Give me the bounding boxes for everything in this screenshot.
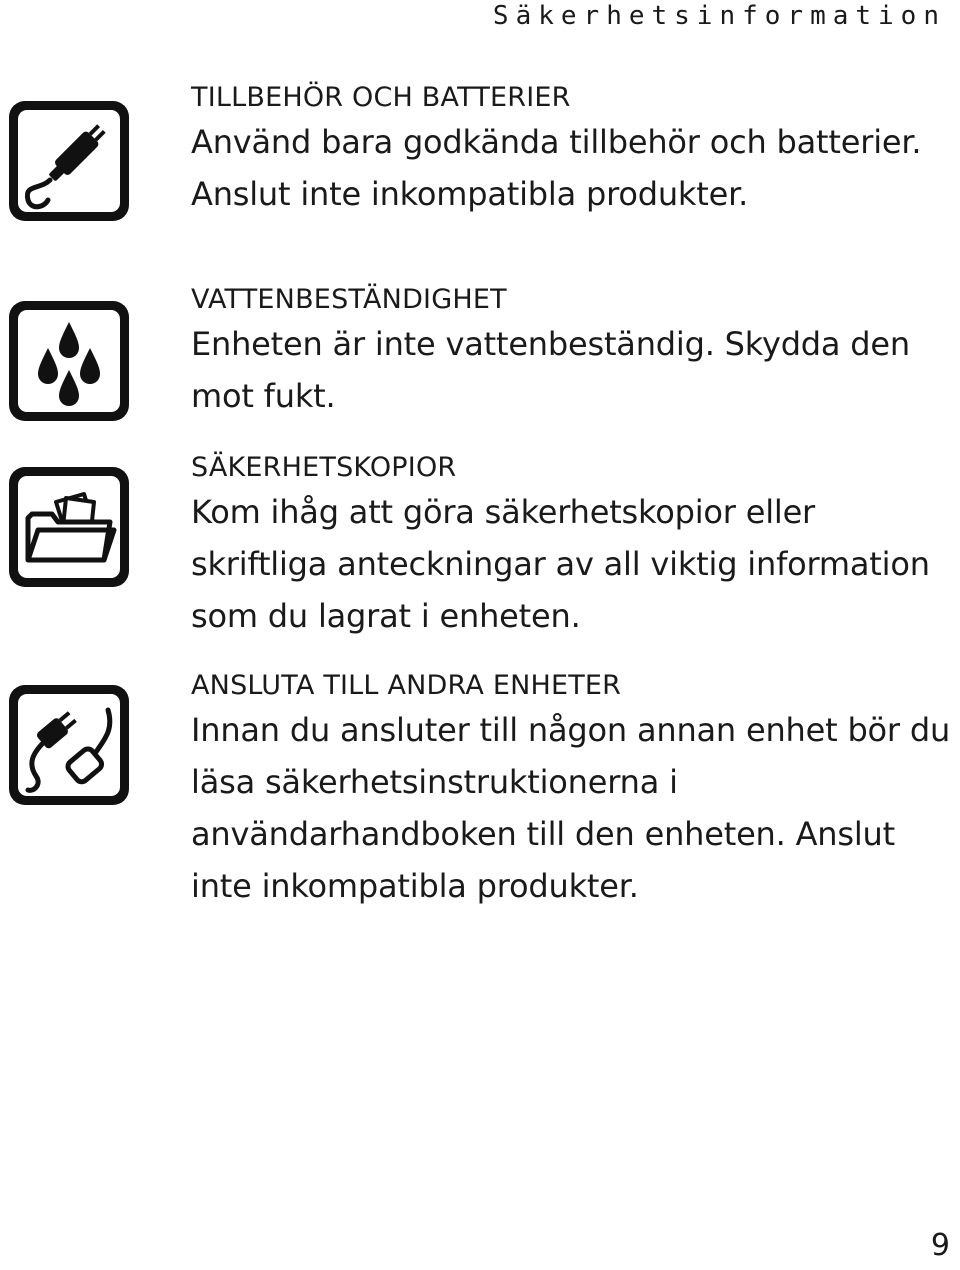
section-heading: TILLBEHÖR OCH BATTERIER — [191, 82, 571, 113]
section-body: Innan du ansluter till någon annan enhet bör du läsa säkerhetsinstruktionerna i användarhandboken till den enheten. Anslut inte inkompatibla produkter. — [191, 711, 951, 905]
connected-plugs-icon — [4, 680, 134, 810]
section-heading: VATTENBESTÄNDIGHET — [191, 284, 507, 315]
section-body: Enheten är inte vattenbeständig. Skydda den mot fukt. — [191, 325, 910, 415]
section-heading: SÄKERHETSKOPIOR — [191, 452, 457, 483]
charger-plug-icon — [4, 96, 134, 226]
folder-documents-icon — [4, 462, 134, 592]
page-number: 9 — [930, 1228, 950, 1263]
section-body: Kom ihåg att göra säkerhetskopior eller skriftliga anteckningar av all viktig information som du lagrat i enheten. — [191, 493, 930, 635]
running-header: Säkerhetsinformation — [492, 1, 946, 31]
section-body: Använd bara godkända tillbehör och batterier. Anslut inte inkompatibla produkter. — [191, 123, 922, 213]
section-heading: ANSLUTA TILL ANDRA ENHETER — [191, 670, 622, 701]
water-drops-icon — [4, 296, 134, 426]
